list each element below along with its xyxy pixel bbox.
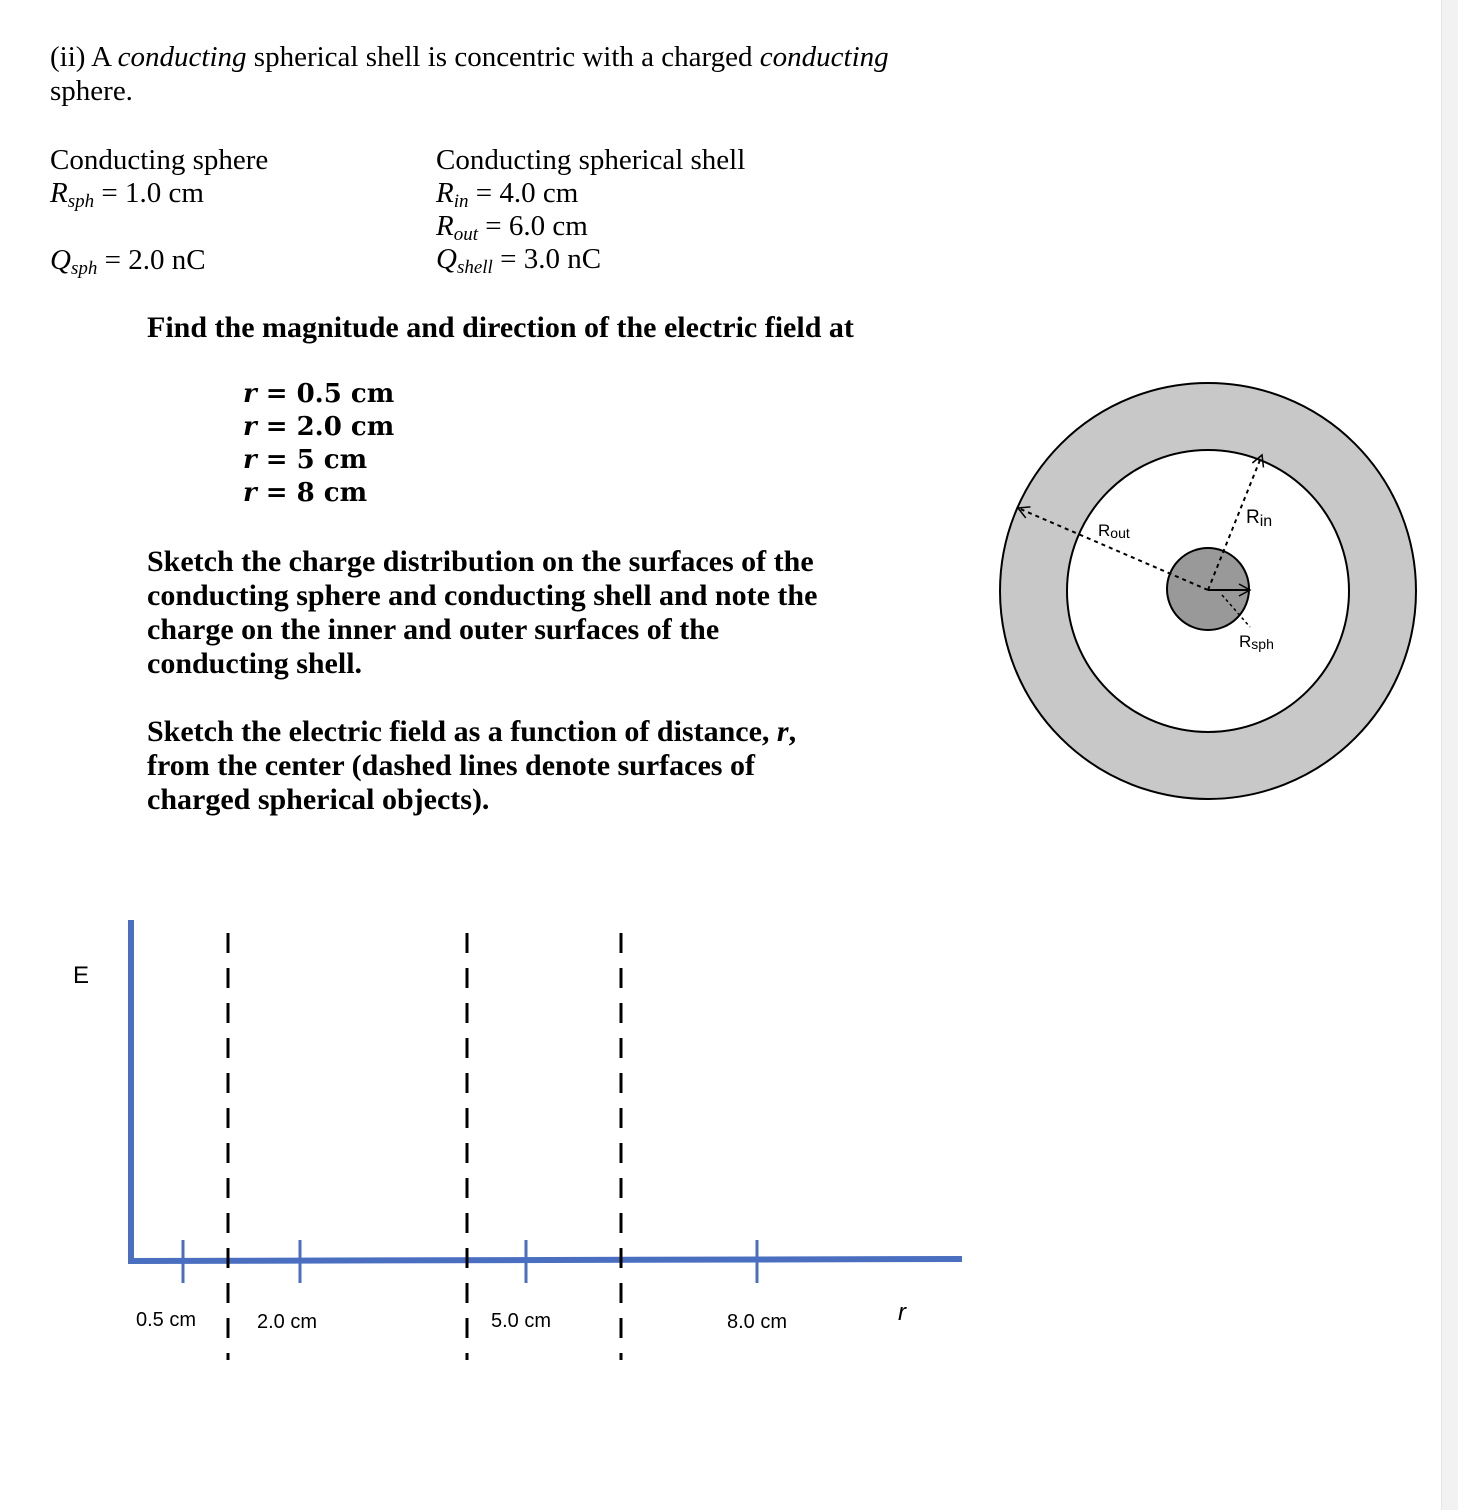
sphere-givens bbox=[50, 144, 268, 210]
y-axis-label: E bbox=[73, 962, 90, 989]
tick-label: 2.0 cm bbox=[257, 1311, 318, 1333]
tick-label: 5.0 cm bbox=[491, 1310, 552, 1332]
shell-heading: Conducting spherical shell bbox=[436, 144, 746, 176]
x-axis-label: r bbox=[898, 1299, 906, 1326]
concentric-spheres-diagram bbox=[990, 375, 1430, 815]
task-sketch-charge: Sketch the charge distribution on the surfaces of the conducting sphere and conducting shell and note the charge on the inner and outer surfaces of the conducting shell. bbox=[147, 545, 818, 680]
tick-label: 0.5 cm bbox=[136, 1309, 197, 1331]
tick-label: 8.0 cm bbox=[727, 1311, 788, 1333]
radius-item: r = 5 cm bbox=[243, 445, 368, 475]
radius-item: r = 2.0 cm bbox=[243, 412, 395, 442]
rin-label: Rin bbox=[1246, 507, 1273, 530]
shell-rin: $R_{in} = 4.0$ cm bbox=[436, 177, 579, 212]
intro-text: (ii) A conducting spherical shell is concentric with a charged conducting sphere. bbox=[50, 41, 889, 107]
rsph-label: Rsph bbox=[1239, 632, 1274, 652]
shell-givens bbox=[436, 144, 745, 276]
field-graph bbox=[0, 900, 1000, 1380]
x-axis bbox=[128, 1259, 962, 1261]
shell-rout: $R_{out} = 6.0$ cm bbox=[436, 210, 588, 245]
sphere-heading: Conducting sphere bbox=[50, 144, 269, 176]
task-sketch-field: Sketch the electric field as a function of distance, r, from the center (dashed lines denote surfaces of charged spherical objects). bbox=[147, 715, 797, 816]
rout-label: Rout bbox=[1098, 521, 1130, 541]
radius-item: r = 0.5 cm bbox=[243, 379, 395, 409]
scrollbar-track[interactable] bbox=[1441, 0, 1458, 1510]
radius-item: r = 8 cm bbox=[243, 478, 368, 508]
shell-charge: $Q_{shell} = 3.0$ nC bbox=[436, 243, 602, 278]
sphere-charge: $Q_{sph} = 2.0$ nC bbox=[50, 244, 206, 279]
sphere-radius: $R_{sph} = 1.0$ cm bbox=[50, 177, 204, 212]
task-find-field: Find the magnitude and direction of the electric field at bbox=[147, 311, 854, 344]
radius-list bbox=[243, 378, 394, 510]
